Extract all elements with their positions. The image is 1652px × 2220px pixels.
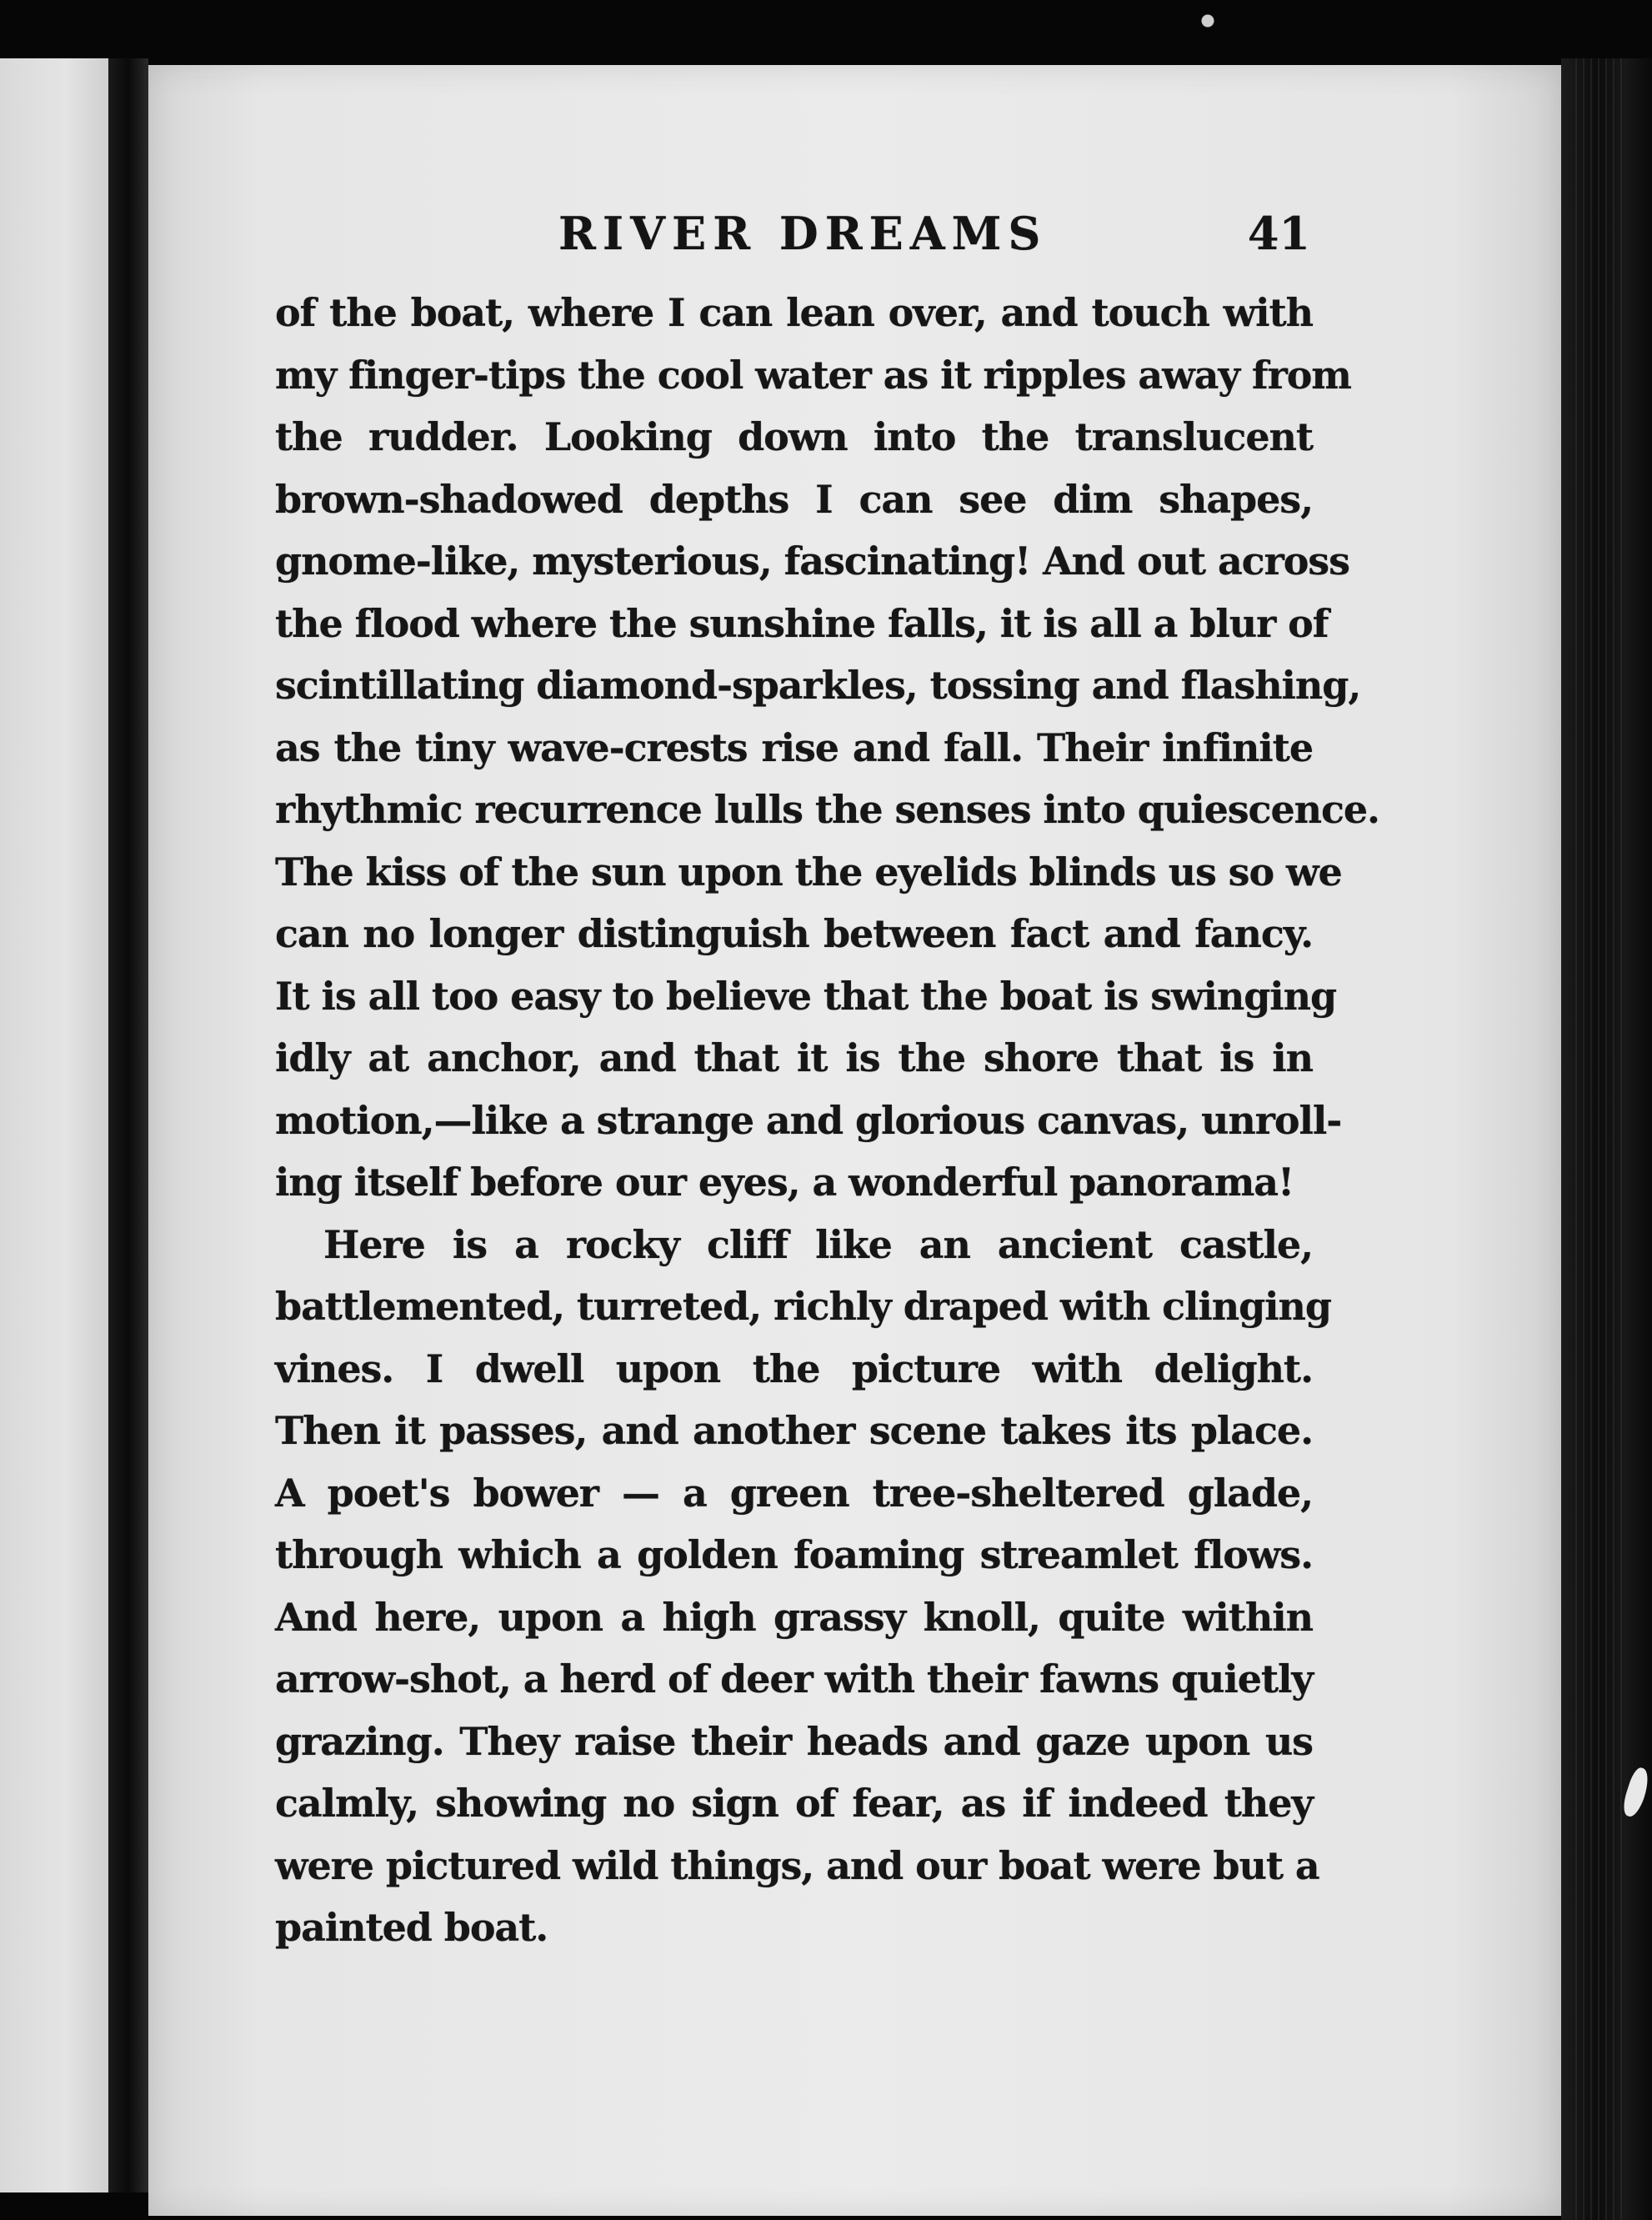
text-line: Then it passes, and another scene takes its place. [275, 1408, 1313, 1453]
text-line: motion,—like a strange and glorious canvas, unroll- [275, 1097, 1342, 1143]
text-line: were pictured wild things, and our boat were but a [275, 1842, 1319, 1888]
text-line: It is all too easy to believe that the boat is swinging [275, 973, 1337, 1019]
page-edge-lines [1575, 58, 1625, 2220]
text-line: scintillating diamond-sparkles, tossing and flashing, [275, 663, 1361, 708]
text-line: through which a golden foaming streamlet flows. [275, 1532, 1313, 1577]
page-number: 41 [1247, 207, 1310, 260]
text-line: rhythmic recurrence lulls the senses into quiescence. [275, 787, 1379, 832]
text-line: as the tiny wave-crests rise and fall. Their infinite [275, 724, 1313, 770]
text-line: idly at anchor, and that it is the shore that is in [275, 1035, 1313, 1080]
text-line: the flood where the sunshine falls, it is all a blur of [275, 600, 1329, 646]
text-line: vines. I dwell upon the picture with delight. [275, 1346, 1313, 1391]
body-text [275, 282, 1379, 1959]
text-line: And here, upon a high grassy knoll, quite within [275, 1594, 1313, 1640]
text-line: The kiss of the sun upon the eyelids blinds us so we [275, 849, 1342, 895]
text-line: grazing. They raise their heads and gaze upon us [275, 1718, 1313, 1764]
running-head-title: RIVER DREAMS [558, 207, 1048, 260]
book-gutter [108, 58, 148, 2192]
paragraph-end-line: ing itself before our eyes, a wonderful panorama! [275, 1160, 1294, 1205]
text-line: arrow-shot, a herd of deer with their fawns quietly [275, 1656, 1314, 1701]
paragraph-start-line: Here is a rocky cliff like an ancient castle, [323, 1221, 1313, 1267]
text-line: my finger-tips the cool water as it ripples away from [275, 352, 1351, 398]
facing-page-edge [0, 58, 108, 2192]
text-line: A poet's bower — a green tree-sheltered glade, [275, 1470, 1313, 1516]
paragraph-end-line: painted boat. [275, 1905, 548, 1950]
text-line: of the boat, where I can lean over, and touch with [275, 290, 1313, 335]
text-line: gnome-like, mysterious, fascinating! And out across [275, 539, 1349, 584]
text-line: battlemented, turreted, richly draped with clinging [275, 1284, 1331, 1329]
running-head [275, 204, 1310, 263]
text-line: brown-shadowed depths I can see dim shapes, [275, 476, 1313, 522]
scan-speck-top [1194, 8, 1222, 33]
text-line: can no longer distinguish between fact and fancy. [275, 911, 1313, 956]
text-line: the rudder. Looking down into the translucent [275, 414, 1313, 459]
text-line: calmly, showing no sign of fear, as if indeed they [275, 1781, 1313, 1826]
